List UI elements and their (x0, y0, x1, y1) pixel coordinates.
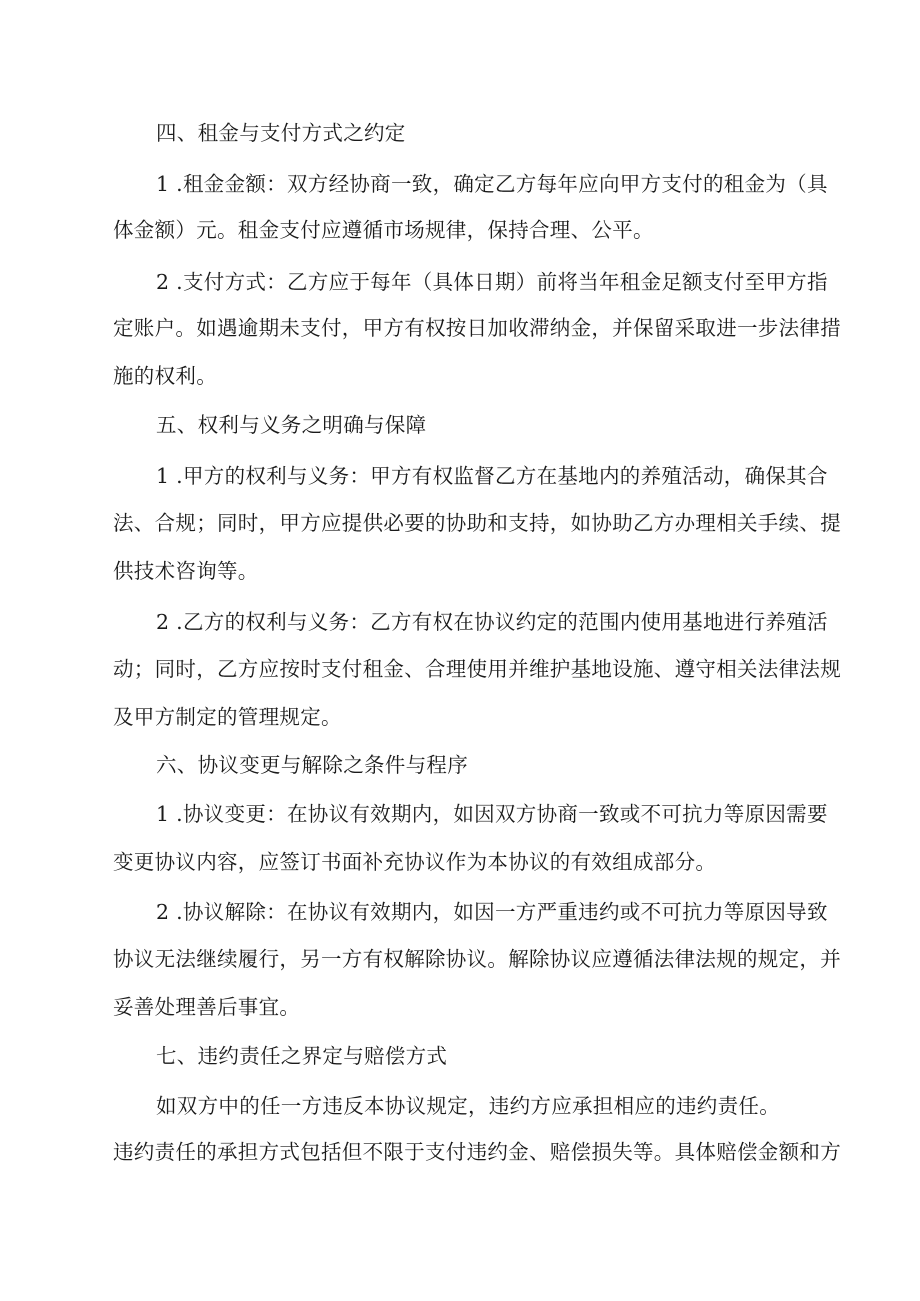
paragraph-line: 妥善处理善后事宜。 (113, 995, 301, 1019)
paragraph-line: 协议无法继续履行，另一方有权解除协议。解除协议应遵循法律法规的规定，并 (113, 947, 841, 971)
paragraph-line: 供技术咨询等。 (113, 559, 259, 583)
paragraph-line: 法、合规；同时，甲方应提供必要的协助和支持，如协助乙方办理相关手续、提 (113, 511, 841, 535)
paragraph-line: 2 .支付方式：乙方应于每年（具体日期）前将当年租金足额支付至甲方指 (156, 270, 828, 294)
paragraph-line: 2 .乙方的权利与义务：乙方有权在协议约定的范围内使用基地进行养殖活 (156, 610, 828, 634)
paragraph-line: 体金额）元。租金支付应遵循市场规律，保持合理、公平。 (113, 218, 654, 242)
paragraph-line: 违约责任的承担方式包括但不限于支付违约金、赔偿损失等。具体赔偿金额和方 (113, 1140, 841, 1164)
section-heading: 四、租金与支付方式之约定 (156, 121, 406, 145)
paragraph-line: 变更协议内容，应签订书面补充协议作为本协议的有效组成部分。 (113, 850, 717, 874)
section-heading: 五、权利与义务之明确与保障 (156, 413, 427, 437)
paragraph-line: 动；同时，乙方应按时支付租金、合理使用并维护基地设施、遵守相关法律法规 (113, 657, 841, 681)
paragraph-line: 2 .协议解除：在协议有效期内，如因一方严重违约或不可抗力等原因导致 (156, 900, 828, 924)
section-heading: 七、违约责任之界定与赔偿方式 (156, 1044, 448, 1068)
section-heading: 六、协议变更与解除之条件与程序 (156, 753, 468, 777)
paragraph-line: 1 .甲方的权利与义务：甲方有权监督乙方在基地内的养殖活动，确保其合 (156, 464, 828, 488)
paragraph-line: 1 .租金金额：双方经协商一致，确定乙方每年应向甲方支付的租金为（具 (156, 172, 828, 196)
paragraph-line: 施的权利。 (113, 364, 217, 388)
paragraph-line: 及甲方制定的管理规定。 (113, 705, 342, 729)
paragraph-line: 1 .协议变更：在协议有效期内，如因双方协商一致或不可抗力等原因需要 (156, 802, 828, 826)
paragraph-line: 如双方中的任一方违反本协议规定，违约方应承担相应的违约责任。 (156, 1094, 780, 1118)
paragraph-line: 定账户。如遇逾期未支付，甲方有权按日加收滞纳金，并保留采取进一步法律措 (113, 316, 841, 340)
